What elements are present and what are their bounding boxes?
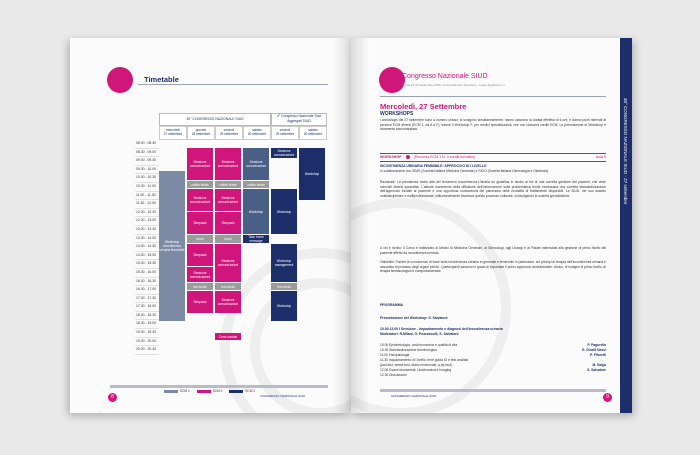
time-slot: 10.00 - 10.30 — [135, 174, 159, 183]
time-slot: 12.30 - 13.00 — [135, 217, 159, 226]
legend-label: SCM 1 — [180, 389, 190, 393]
side-tab-label: 30° CONGRESSO NAZIONALE SIUD - 27 settembre — [623, 98, 628, 205]
session-block: Sessione comunicazioni — [187, 148, 213, 180]
section-heading: WORKSHOPS — [380, 111, 414, 117]
legend-swatch — [197, 390, 211, 393]
objectives-paragraph: Obbiettivi: Fornire le conoscenze di base sulla incontinenza urinaria in generale e femminile in particolare, sui principi di terapia dell'incontinenza urinaria e associata al prolasso degli organi pelvici. I partecipanti saranno in grado di impostare il primo approccio ambulatoriale, clinico, di indagini di primo livello, di terapia farmacologica e comportamentale. — [380, 260, 606, 274]
intro-paragraph: I workshops del 27 settembre sono a numero chiuso, si svolgono simultaneamente, hanno ciascuno la durata effettiva di 6 ore, e danno punti riservati ai percorsi ECM diversi (ECM 1, da A a F), tranne il Workshop F, per medici specializzandi, che non rilascerà crediti ECM. La prenotazione al Workshop è vivamente raccomandata. — [380, 118, 606, 132]
day-heading: Mercoledì, 27 Settembre — [380, 102, 467, 111]
session-block: Simposio — [187, 291, 213, 313]
program-row: 10.30 Standardizzazione terminologica G. Ginelli Nessi — [380, 348, 606, 352]
time-slot: 15.30 - 16.00 — [135, 269, 159, 278]
time-slot: 16.30 - 17.00 — [135, 286, 159, 295]
session-block: Sessione comunicazioni — [215, 244, 241, 282]
session-block: coffee break — [215, 181, 241, 188]
footer-label: CONGRESSO NAZIONALE SIUD — [391, 394, 437, 398]
time-slot: 15.00 - 15.30 — [135, 260, 159, 269]
footer-bar — [380, 389, 606, 392]
session-block: Workshop — [271, 189, 297, 234]
day-header: venerdì 29 settembre — [215, 126, 243, 140]
brochure-spread — [70, 38, 632, 413]
title-rule — [380, 96, 606, 97]
session-block: Sessione comunicazioni — [215, 148, 241, 180]
day-header: sabato 30 settembre — [243, 126, 271, 140]
session-block: Sessione comunicazioni — [215, 291, 241, 313]
time-slot: 11.30 - 12.00 — [135, 200, 159, 209]
side-tab — [620, 38, 632, 413]
bullet-icon — [406, 155, 410, 159]
session-block: tea break — [271, 283, 297, 290]
timetable-header-side: 4° Congresso Nazionale Soci Aggregati SIUD — [271, 113, 327, 126]
section-circle — [107, 67, 133, 93]
day-header: mercoledì 27 settembre — [159, 126, 187, 140]
footer-label: CONGRESSO NAZIONALE SIUD — [260, 394, 306, 398]
legend-swatch — [229, 390, 243, 393]
congress-venue: Roma 27-30 Settembre 2006 | Università San Teresiano - Largo Angelicum, 1 — [402, 83, 505, 87]
legend-label: SCM 2 — [212, 389, 223, 393]
workshop-label: WORKSHOP — [380, 155, 402, 159]
program-heading: PROGRAMMA — [380, 303, 403, 307]
time-slot: 10.30 - 11.00 — [135, 183, 159, 192]
session-block: Sessione comunicazioni — [271, 148, 297, 158]
workshop-bar — [380, 153, 606, 162]
session-block: Cena sociale — [215, 333, 241, 340]
session-block: Simposio — [215, 212, 241, 234]
time-slot: 16.00 - 16.30 — [135, 278, 159, 287]
time-slot: 18.30 - 19.00 — [135, 320, 159, 329]
session-block: tea break — [187, 283, 213, 290]
gutter-shadow — [351, 38, 369, 413]
time-slot: 17.00 - 17.30 — [135, 295, 159, 304]
time-slot: 19.00 - 19.30 — [135, 329, 159, 338]
day-header: giovedì 28 settembre — [187, 126, 215, 140]
time-slot: 09.00 - 09.30 — [135, 157, 159, 166]
day-header: venerdì 29 settembre — [271, 126, 299, 140]
workshop-title: INCONTINENZA URINARIA FEMMINILE: APPROCCIO DI I LIVELLO — [380, 164, 487, 168]
time-slot: 11.00 - 11.30 — [135, 192, 159, 201]
left-page — [70, 38, 351, 413]
page-title: Timetable — [144, 75, 179, 84]
session-block: Workshop — [299, 148, 325, 200]
swirl-decoration — [351, 198, 511, 413]
footer-bar — [110, 385, 328, 388]
time-slot: 14.30 - 15.00 — [135, 252, 159, 261]
congress-number: 30° — [382, 70, 401, 84]
right-page — [351, 38, 632, 413]
gutter-shadow — [333, 38, 351, 413]
page-number: 8 — [108, 393, 117, 402]
time-slot: 14.00 - 14.30 — [135, 243, 159, 252]
timetable-legend — [158, 389, 255, 393]
session-block: coffee break — [187, 181, 213, 188]
session-block: tea break — [215, 283, 241, 290]
program-row: 11.30 Inquadramento di I livello: bme guida IG e test ancillari — [380, 358, 469, 362]
program-row: 10.00 Epidemiologia, costi economici e qualità di vita P. Pagurella — [380, 343, 606, 347]
session-block: lunch — [187, 235, 213, 243]
session-block: Take home message — [243, 235, 269, 243]
moderators-line: Moderatori: R.Milani, G. Pozzoscolli, S. Salvatore — [380, 332, 459, 336]
workshop-ecm: (Percorso ECM 1 N. 3 crediti formativi) — [413, 155, 476, 159]
session-block: Sessione comunicazioni — [215, 189, 241, 211]
legend-swatch — [164, 390, 178, 393]
session-block: Simposio — [187, 244, 213, 266]
time-column — [135, 140, 159, 355]
presentation-line: Presentazione del Workshop: S. Salvatore — [380, 316, 448, 320]
workshop-collab: In collaborazione con SIMG (Società Italiana Medicina Generale) e SIGO (Società Italiana Ginecologia e Ostetricia) — [380, 169, 549, 173]
session-block: coffee break — [243, 181, 269, 188]
session-line: 10.00-13.00 I Sessione - Inquadramento e diagnosi dell'incontinenza urinaria — [380, 327, 503, 331]
workshop-room: Aula 6 — [595, 155, 606, 159]
program-row: 12.30 Discussione — [380, 373, 407, 377]
time-slot: 13.30 - 14.00 — [135, 235, 159, 244]
rationale-paragraph: Razionale: La prevalenza molto alta del fenomeno Incontinenza Urinaria ne giustifica lo studio ai fini di una corretta gestione dei pazienti, che vede coinvolti diversi specialisti. L'attuale incremento della diffusione dell'informazione sulla problematica rende necessaria una corretta standardizzazione dell'approccio iniziale al paziente e una opportuna conoscenza del panorama delle modalità di trattamento disponibili. La SIUD, nel suo assetto multidisciplinare e multiprofessionale, istituzionalmente favorisce questo processo culturale, coinvolgendo le società specialistiche. — [380, 180, 606, 198]
session-block: Sessione comunicazioni — [187, 189, 213, 211]
program-row: (pad test, stress test, diario minzionale, q-tip test) M. Salgo — [380, 363, 606, 367]
session-block: Workshop Incontinenza urinaria femminile — [159, 171, 185, 321]
session-block: Workshop management — [271, 244, 297, 282]
time-slot: 19.30 - 20.00 — [135, 338, 159, 347]
program-row: 12.00 Esami strumentali: Urodinamica e Imaging S. Salvatore — [380, 368, 606, 372]
page-number: 9 — [603, 393, 612, 402]
time-slot: 18.00 - 18.30 — [135, 312, 159, 321]
session-block: Sessione comunicazioni — [187, 267, 213, 282]
time-slot: 08.30 - 09.00 — [135, 149, 159, 158]
time-slot: 09.30 - 10.00 — [135, 166, 159, 175]
time-slot: 17.30 - 18.00 — [135, 303, 159, 312]
time-slot: 08.00 - 08.30 — [135, 140, 159, 149]
session-block: Workshop — [271, 291, 297, 321]
time-slot: 12.00 - 12.30 — [135, 209, 159, 218]
day-header: sabato 30 settembre — [299, 126, 327, 140]
target-paragraph: A chi è rivolto: Il Corso è indirizzato ai Medici di Medicina Generale, ai Ginecologi, agli Urologi e ai Fisiatri interessati alla gestione di primo livello del paziente affetto da incontinenza urinaria. — [380, 246, 606, 255]
time-slot: 20.00 - 20.30 — [135, 346, 159, 355]
title-rule — [138, 84, 328, 85]
session-block: Sessione comunicazioni — [243, 148, 269, 180]
timetable-header-main: 30° CONGRESSO NAZIONALE SIUD — [159, 113, 271, 126]
session-block: Workshop — [243, 189, 269, 234]
session-block: lunch — [215, 235, 241, 243]
program-row: 11.00 Fisiopatologia P. Pifaretti — [380, 353, 606, 357]
time-slot: 13.00 - 13.30 — [135, 226, 159, 235]
congress-title: Congresso Nazionale SIUD — [402, 73, 488, 80]
legend-label: SCM 3 — [245, 389, 256, 393]
session-block: Simposio — [187, 212, 213, 234]
